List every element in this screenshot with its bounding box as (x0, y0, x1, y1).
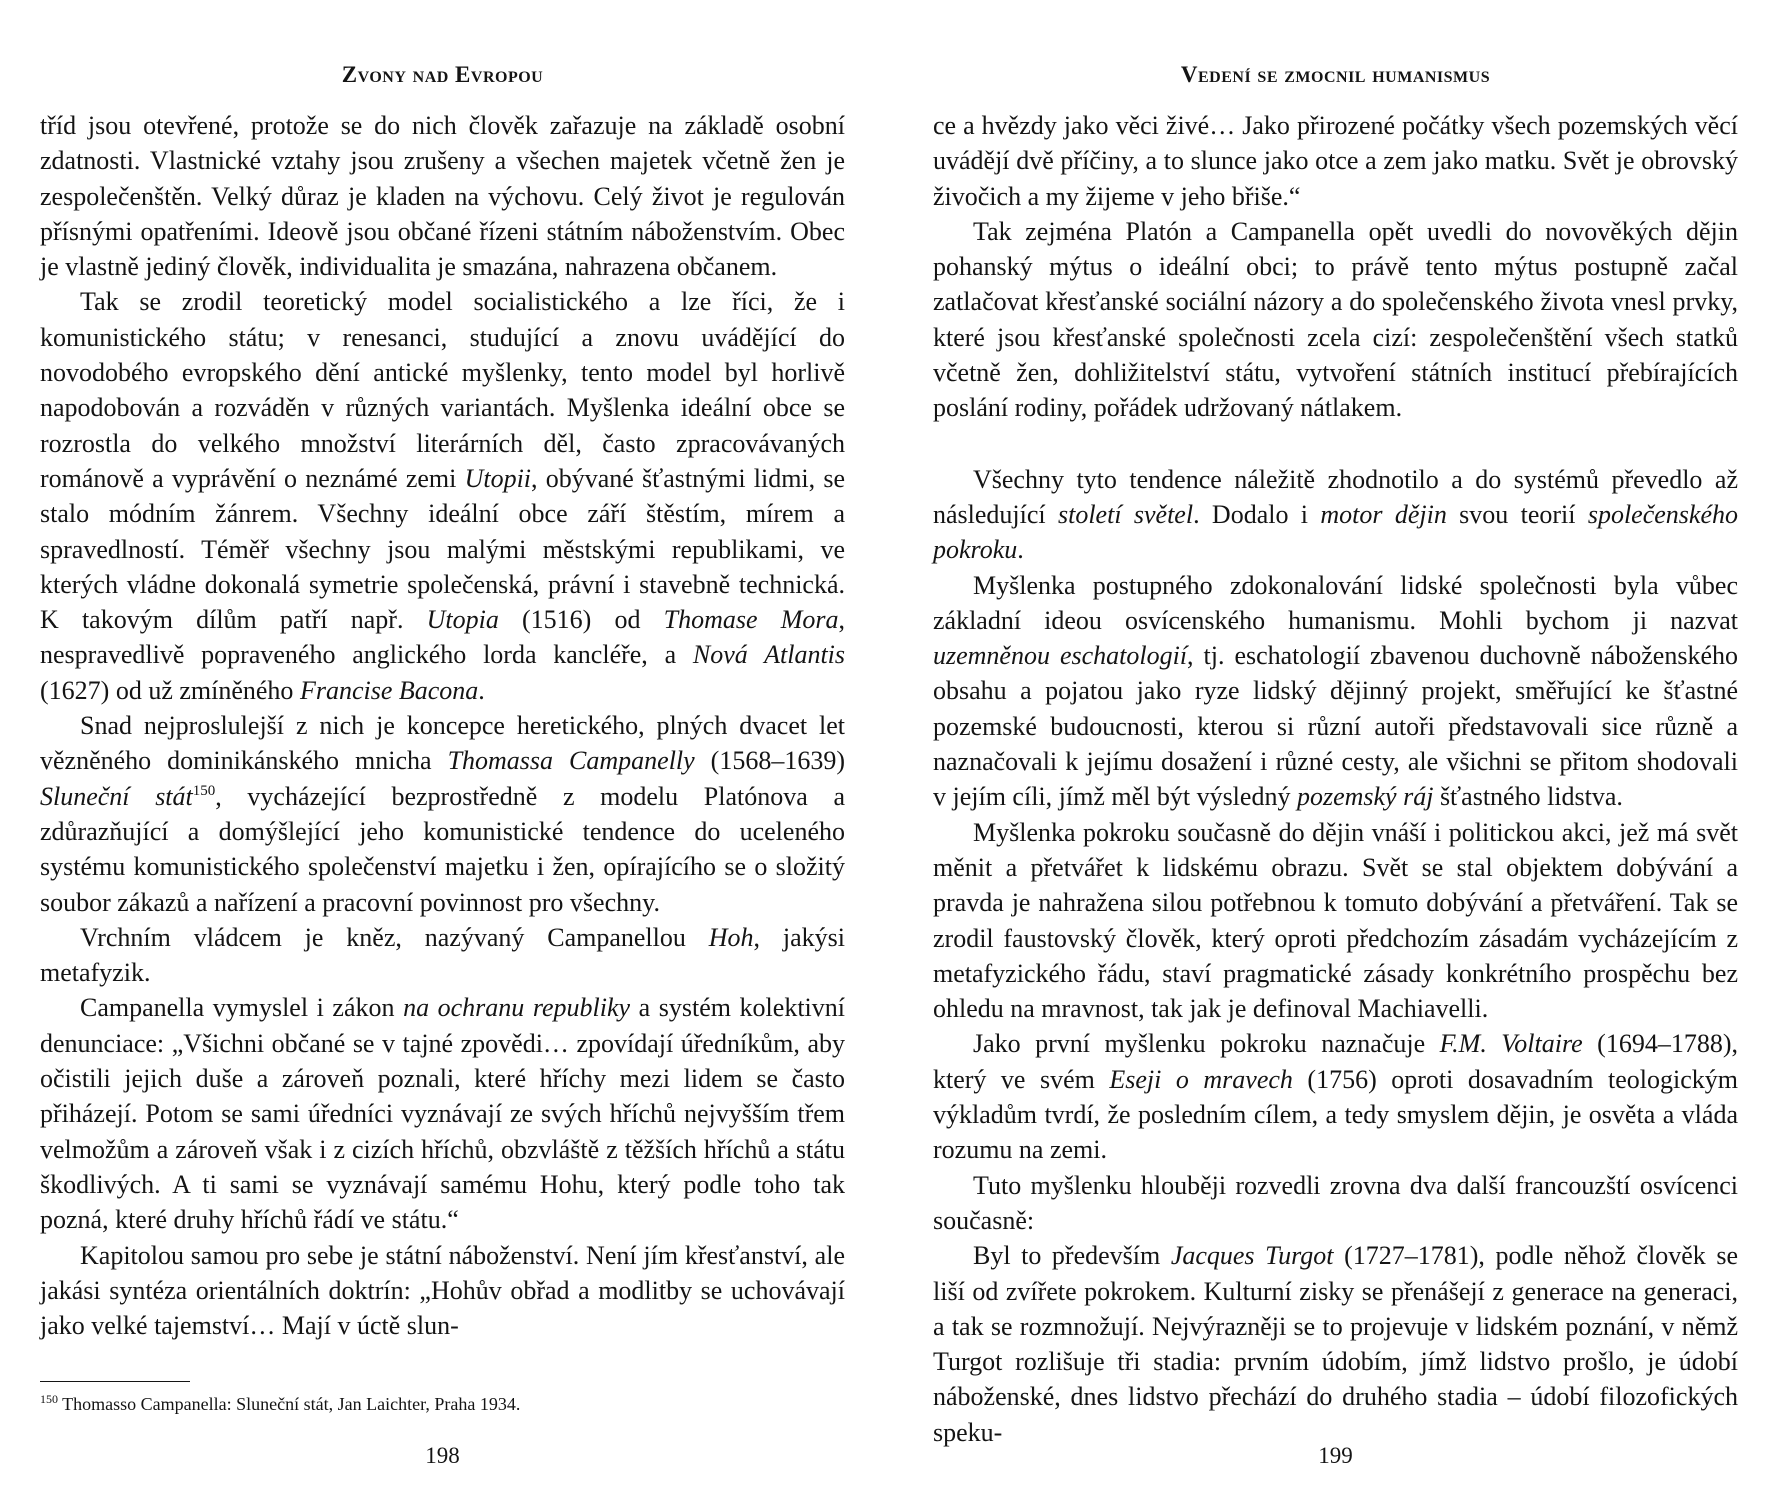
italic-text: Francise Bacona (299, 675, 479, 705)
text-run: , obývané šťastnými lidmi, se stalo módním žánrem. Všechny ideální obce září štěstím, mírem a spravedlností. Téměř všechny jsou malými městskými republikami, ve kterých vládne dokonalá symetrie společenská, právní i stavebně technická. K takovým dílům patří např. (40, 463, 845, 635)
paragraph (40, 108, 845, 284)
text-run: (1756) oproti dosavadním teologickým výkladům tvrdí, že posledním cílem, a tedy smyslem dějin, je osvěta a vláda rozumu na zemi. (933, 1064, 1738, 1165)
footnote-divider (40, 1381, 190, 1382)
footnote-reference: 150 (192, 782, 216, 799)
text-run: Snad nejproslulejší z nich je koncepce heretického, plných dvacet let vězněného dominikánského mnicha (40, 711, 845, 776)
italic-text: Thomassa Campanelly (447, 746, 695, 776)
text-run: Vrchním vládcem je kněz, nazývaný Campanellou (80, 922, 709, 952)
italic-text: Hoh (708, 922, 754, 952)
text-run: tříd jsou otevřené, protože se do nich člověk zařazuje na základě osobní zdatnosti. Vlastnické vztahy jsou zrušeny a všechen majetek včetně žen je zespolečenštěn. Velký důraz je kladen na výchovu. Celý život je regulován přísnými opatřeními. Ideově jsou občané řízeni státním náboženstvím. Obec je vlastně jediný člověk, individualita je smazána, nahrazena občanem. (40, 111, 845, 282)
text-run: Všechny tyto tendence náležitě zhodnotilo a do systémů převedlo až následující (933, 464, 1738, 529)
text-run: , nespravedlivě popraveného anglického lorda kancléře, a (40, 605, 845, 670)
body-text (40, 108, 845, 1343)
text-run: Myšlenka pokroku současně do dějin vnáší i politickou akci, jež má svět měnit a přetvářet k lidskému obrazu. Svět se stal objektem dobývání a pravda je nahražena silou potřebnou k tomuto dobývání a přetváření. Tak se zrodil faustovský člověk, který oproti předchozím zásadám vycházejícím z metafyzického řádu, staví pragmatické zásady konkrétního prospěchu bez ohledu na mravnost, tak jak je definoval Machiavelli. (933, 817, 1738, 1024)
text-run: svou teorií (1446, 499, 1588, 529)
italic-text: na ochranu republiky (403, 993, 631, 1023)
text-run: (1516) od (498, 605, 664, 635)
footnote-text: Thomasso Campanella: Sluneční stát, Jan Laichter, Praha 1934. (58, 1394, 521, 1414)
paragraph (933, 815, 1738, 1027)
text-run: šťastného lidstva. (1433, 782, 1623, 812)
italic-text: společenského pokroku (933, 499, 1739, 565)
italic-text: Sluneční stát (40, 781, 193, 811)
paragraph (933, 214, 1738, 426)
paragraph (40, 990, 845, 1237)
italic-text: století světel (1057, 499, 1194, 529)
body-text (933, 108, 1738, 1450)
text-run: Tuto myšlenku hlouběji rozvedli zrovna dva další francouzští osvícenci současně: (933, 1170, 1738, 1235)
text-run: ce a hvězdy jako věci živé… Jako přirozené počátky všech pozemských věcí uvádějí dvě příčiny, a to slunce jako otce a zem jako matku. Svět je obrovský živočich a my žijeme v jeho břiše.“ (933, 111, 1738, 211)
text-run: Tak se zrodil teoretický model socialistického a lze říci, že i komunistického státu; v renesanci, studující a znovu uvádějící do novodobého evropského dění antické myšlenky, tento model byl horlivě napodobován a rozváděn v různých variantách. Myšlenka ideální obce se rozrostla do velkého množství literárních děl, často zpracovávaných románově a vyprávění o neznámé zemi (40, 287, 845, 493)
text-run: , vycházející bezprostředně z modelu Platónova a zdůrazňující a domýšlející jeho komunistické tendence do uceleného systému komunistického společenství majetku i žen, opírajícího se o složitý soubor zákazů a nařízení a pracovní povinnost pro všechny. (40, 781, 846, 917)
footnote (40, 1392, 520, 1416)
paragraph (40, 284, 845, 708)
page-number: 199 (1318, 1443, 1353, 1468)
paragraph (933, 1238, 1738, 1450)
italic-text: Eseji o mravech (1109, 1064, 1293, 1094)
text-run: Jako první myšlenku pokroku naznačuje (973, 1029, 1440, 1059)
italic-text: uzemněnou eschatologií (933, 641, 1188, 671)
text-run: , tj. eschatologií zbavenou duchovně náboženského obsahu a pojatou jako ryze lidský dějinný projekt, směřující ke šťastné pozemské budoucnosti, kterou si různí autoři představovali sice různě a naznačovali k jejímu dosažení i různé cesty, ale všichni se přitom shodovali v jejím cíli, jímž měl být výsledný (933, 641, 1738, 812)
text-run: Tak zejména Platón a Campanella opět uvedli do novověkých dějin pohanský mýtus o ideální obci; to právě tento mýtus postupně začal zatlačovat křesťanské sociální názory a do společenského života vnesl prvky, které jsou křesťanské společnosti zcela cizí: zespolečenštění všech statků včetně žen, dohližitelství státu, vytvoření státních institucí přebírajících poslání rodiny, pořádek udržovaný nátlakem. (933, 216, 1738, 423)
page-number: 198 (425, 1443, 460, 1468)
text-run: . (1017, 535, 1024, 565)
paragraph (40, 1238, 845, 1344)
paragraph (40, 708, 845, 920)
paragraph (40, 920, 845, 991)
paragraph (933, 568, 1738, 815)
text-run: . Dodalo i (1193, 499, 1321, 529)
italic-text: Thomase Mora (663, 605, 839, 635)
text-run: , jakýsi metafyzik. (40, 922, 845, 988)
italic-text: F.M. Voltaire (1439, 1029, 1583, 1059)
text-run: (1568–1639) (694, 746, 846, 776)
text-run: . (478, 675, 485, 705)
italic-text: Nová Atlantis (692, 640, 846, 670)
paragraph (933, 462, 1738, 568)
text-run: (1727–1781), podle něhož člověk se liší od zvířete pokrokem. Kulturní zisky se přenášejí z generace na generaci, a tak se rozmnožují. Nejvýrazněji se to projevuje v lidském poznání, v němž Turgot rozlišuje tři stadia: prvním údobím, jímž lidstvo prošlo, je údobí náboženské, dnes lidstvo přechází do druhého stadia – údobí filozofických speku- (933, 1241, 1739, 1447)
paragraph (933, 1026, 1738, 1167)
footnote-number: 150 (40, 1392, 58, 1406)
running-head: Zvony nad Evropou (341, 62, 544, 87)
text-run: (1694–1788), který ve svém (933, 1029, 1738, 1094)
text-run: Kapitolou samou pro sebe je státní náboženství. Není jím křesťanství, ale jakási syntéza orientálních doktrín: „Hohův obřad a modlitby se uchovávají jako velké tajemství… Mají v úctě slun- (40, 1240, 845, 1341)
left-page (40, 0, 845, 1500)
italic-text: motor dějin (1320, 499, 1447, 529)
text-run: a systém kolektivní denunciace: „Všichni občané se v tajné zpovědi… zpovídají úředníkům, aby očistili jejich duše a zároveň poznali, které hříchy mezi lidem se často přiházejí. Potom se sami úředníci vyznávají ze svých hříchů nejvyšším třem velmožům a zároveň však i z cizích hříchů, obzvláště z těžších hříchů a státu škodlivých. A ti sami se vyznávají samému Hohu, který podle toho tak pozná, které druhy hříchů řádí ve státu.“ (40, 993, 845, 1235)
paragraph (933, 1168, 1738, 1239)
paragraph (933, 108, 1738, 214)
running-head: Vedení se zmocnil humanismus (1180, 62, 1491, 87)
italic-text: Jacques Turgot (1170, 1241, 1334, 1271)
text-run: Byl to především (973, 1241, 1171, 1271)
right-page (933, 0, 1738, 1500)
italic-text: Utopii (464, 463, 532, 493)
text-run: Campanella vymyslel i zákon (80, 993, 404, 1023)
italic-text: pozemský ráj (1296, 782, 1434, 812)
text-run: (1627) od už zmíněného (40, 675, 300, 705)
text-run: Myšlenka postupného zdokonalování lidské společnosti byla vůbec základní ideou osvícenského humanismu. Mohli bychom ji nazvat (933, 570, 1738, 635)
italic-text: Utopia (426, 605, 499, 635)
